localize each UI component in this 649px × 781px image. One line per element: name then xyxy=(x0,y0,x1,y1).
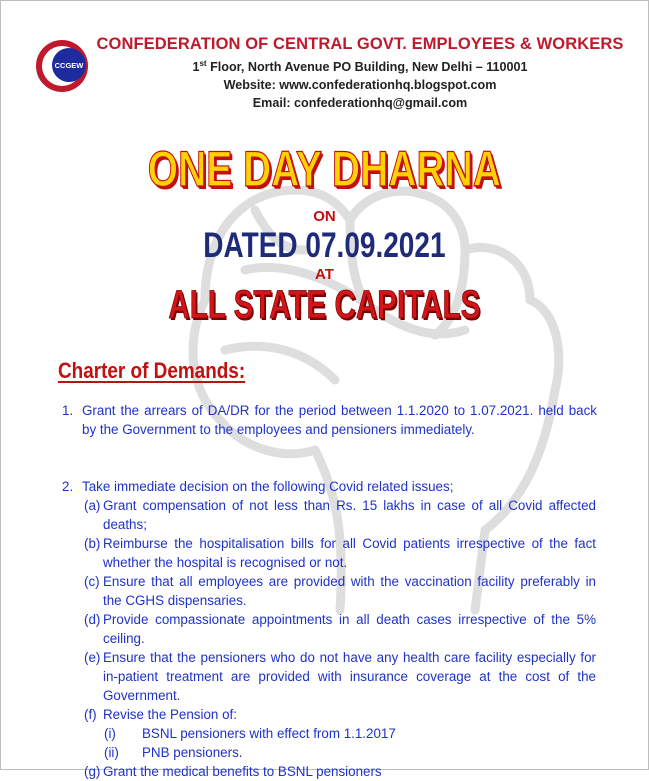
organization-address xyxy=(60,59,649,74)
pension-item-text: PNB pensioners. xyxy=(142,745,243,760)
pension-list xyxy=(104,724,596,762)
address-floor-number: 1 xyxy=(192,60,200,75)
organization-name: CONFEDERATION OF CENTRAL GOVT. EMPLOYEES & WORKERS xyxy=(96,35,624,53)
email-line: Email: confederationhq@gmail.com xyxy=(252,96,468,110)
title-one-day-dharna: ONE DAY DHARNA xyxy=(147,141,501,197)
demand-2-text: Take immediate decision on the following Covid related issues; xyxy=(82,479,454,494)
list-item xyxy=(84,572,596,610)
demand-2 xyxy=(62,477,597,496)
item-text: Revise the Pension of: xyxy=(103,707,237,722)
demand-2-number: 2. xyxy=(62,479,74,494)
covid-issue-list xyxy=(84,496,596,781)
item-label: (c) xyxy=(84,574,100,589)
title-on: ON xyxy=(313,208,336,225)
item-text: Grant the medical benefits to BSNL pensioners xyxy=(103,764,382,779)
demand-1-text: Grant the arrears of DA/DR for the period between 1.1.2020 to 1.07.2021. held back by the Government to the employees and pensioners immediately. xyxy=(82,403,597,437)
list-item xyxy=(84,534,596,572)
pension-item-text: BSNL pensioners with effect from 1.1.2017 xyxy=(142,726,396,741)
title-at: AT xyxy=(315,266,334,283)
address-floor-suffix: st xyxy=(199,59,207,68)
item-text: Grant compensation of not less than Rs. 15 lakhs in case of all Covid affected deaths; xyxy=(103,498,596,532)
list-item xyxy=(84,705,596,724)
item-label: (d) xyxy=(84,612,101,627)
pension-item xyxy=(104,724,596,743)
list-item xyxy=(84,762,596,781)
address-text: Floor, North Avenue PO Building, New Delhi – 110001 xyxy=(206,60,528,75)
pension-item-roman: (i) xyxy=(104,726,116,741)
item-label: (e) xyxy=(84,650,101,665)
item-label: (a) xyxy=(84,498,101,513)
list-item xyxy=(84,496,596,534)
title-all-state-capitals: ALL STATE CAPITALS xyxy=(168,283,481,327)
list-item xyxy=(84,610,596,648)
title-date: DATED 07.09.2021 xyxy=(203,226,446,265)
item-label: (f) xyxy=(84,707,97,722)
demand-1 xyxy=(62,401,597,439)
item-text: Ensure that all employees are provided with the vaccination facility preferably in the CGHS dispensaries. xyxy=(103,574,596,608)
logo-text: CCGEW xyxy=(54,61,84,70)
charter-heading: Charter of Demands: xyxy=(58,358,246,383)
pension-item xyxy=(104,743,596,762)
list-item xyxy=(84,648,596,705)
website-line: Website: www.confederationhq.blogspot.com xyxy=(223,78,497,92)
item-label: (b) xyxy=(84,536,101,551)
pension-item-roman: (ii) xyxy=(104,745,119,760)
item-text: Reimburse the hospitalisation bills for all Covid patients irrespective of the fact whether the hospital is recognised or not. xyxy=(103,536,596,570)
item-text: Provide compassionate appointments in all death cases irrespective of the 5% ceiling. xyxy=(103,612,596,646)
item-text: Ensure that the pensioners who do not have any health care facility especially for in-patient treatment are provided with insurance coverage at the cost of the Government. xyxy=(103,650,596,703)
demand-1-number: 1. xyxy=(62,403,74,418)
item-label: (g) xyxy=(84,764,101,779)
